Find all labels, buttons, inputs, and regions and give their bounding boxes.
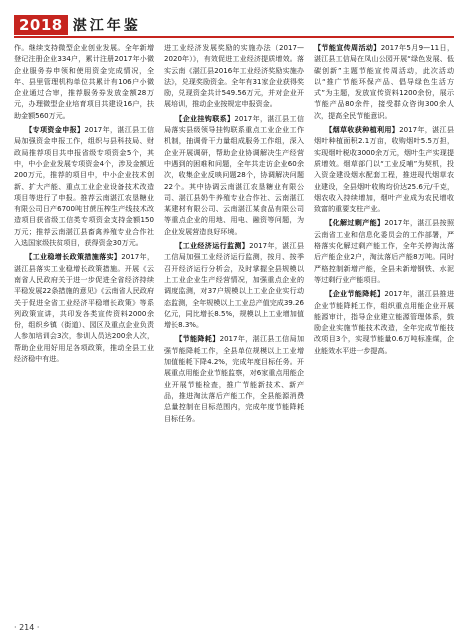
section-paragraph (314, 124, 454, 214)
column-3 (314, 42, 454, 616)
section-heading: 【节能宣传周活动】 (314, 43, 381, 52)
section-heading: 【化解过剩产能】 (325, 218, 385, 228)
section-heading: 【节能降耗】 (175, 334, 220, 344)
paragraph: 作。继续支持微型企业创业发展。全年新增登记注册企业334户，累计注册2017年小微企业服务券申领和使用资金完成情况，全年、县里管理机构单位共累计有106户小微企业通过合审，推荐服务券发放金额28万元，办理微型企业培育项目共建设16户，扶助金额560万元。 (14, 43, 154, 120)
column-2 (164, 42, 304, 616)
yearbook-title: 湛江年鉴 (72, 18, 141, 34)
section-text: 2017年，湛江县按照云南省工业和信息化委员会的工作部署，严格落实化解过剩产能工作，全年关停淘汰落后产能企业2户，淘汰落后产能8万吨。同时严格控制新增产能，全县未新增钢铁、水泥等过剩行业产能项目。 (314, 218, 454, 284)
section-paragraph (164, 240, 304, 330)
section-text: 2017年5月9—11日，湛江县工信局在凤山公园开展“绿色发展、低碳创新”主题节能宣传周活动，此次活动以“推广节能环保产品、倡导绿色生活方式”为主题，发放宣传资料1200余份，展示节能产品80余件，接受群众咨询300余人次，提高全民节能意识。 (314, 43, 454, 120)
section-text: 2017年，湛江县工信局加强工业经济运行监测，按月、按季召开经济运行分析会，及时掌握全县规模以上工业企业生产经营情况，加强重点企业的调度监测，对37户规模以上工业企业实行动态监测，全年规模以上工业总产值完成39.26亿元，同比增长8.5%，规模以上工业增加值增长8.3%。 (164, 241, 304, 330)
section-paragraph (14, 124, 154, 248)
page-number: · 214 · (14, 623, 40, 632)
section-heading: 【专项资金申报】 (25, 125, 85, 135)
section-paragraph (14, 251, 154, 364)
section-paragraph (164, 113, 304, 237)
paragraph: 进工业经济发展奖励的实施办法（2017—2020年）》，有效促进工业经济提质增效。落实云南《湛江县2016年工业经济奖励实施办法》，兑现奖励资金。全年有31家企业获得奖励，兑现资金共计549.56万元，并对企业开展培训，推动企业按规定申报资金。 (164, 43, 304, 109)
year-badge: 2018 (14, 15, 68, 35)
section-text: 2017年，湛江县推进企业节能降耗工作，组织重点用能企业开展能源审计，指导企业建立能源管理体系，鼓励企业实施节能技术改造，全年完成节能技改项目3个，实现节能量0.6万吨标准煤，企业能效水平进一步提高。 (314, 289, 454, 355)
section-heading: 【工业稳增长政策措施落实】 (25, 252, 122, 262)
page-header (14, 14, 141, 36)
section-paragraph (314, 42, 454, 121)
section-paragraph (314, 217, 454, 285)
section-text: 2017年，湛江县工信局加强节能降耗工作，全县单位规模以上工业增加值能耗下降4.2%，完成年度目标任务。开展重点用能企业节能监察，对6家重点用能企业开展节能检查，推广节能新技术、新产品，推进淘汰落后产能工作，全县能源消费总量控制在目标范围内，完成年度节能降耗目标任务。 (164, 334, 304, 423)
section-text: 2017年，湛江县工信局加强资金申报工作，组织与县科技局、财政局推荐项目共申报省级专项资金5个，其中，中小企业发展专项资金4个，涉及金额近200万元，推荐的项目中，中小企业技术创新、扩大产能、重点工业企业设备技术改造项目等进行了申报。推荐云南湛江农垦糖业有限公司日产6700吨甘蔗压榨生产线技术改造项目获省级工信类专项资金支持金额150万元；推荐云南湛江县畜禽养殖专业合作社入选国家级扶贫项目，获得资金30万元。 (14, 125, 154, 248)
section-heading: 【烟草收获种植利用】 (325, 125, 400, 135)
header-rule (14, 36, 454, 38)
article-body (14, 42, 454, 616)
column-1 (14, 42, 154, 616)
section-paragraph (164, 333, 304, 423)
section-heading: 【企业节能降耗】 (325, 289, 385, 299)
section-text: 2017年，湛江县工信局落实县级领导挂钩联系重点工业企业工作机制，抽调骨干力量组成服务工作组，深入企业开展调研，帮助企业协调解决生产经营中遇到的困难和问题，全年共走访企业60余次，收集企业反映问题28个，协调解决问题22个。其中协调云南湛江农垦糖业有限公司、湛江县奶牛养殖专业合作社、云南湛江某建材有限公司、云南湛江某食品有限公司等重点企业的用地、用电、融资等问题，为企业发展营造良好环境。 (164, 113, 304, 236)
section-paragraph (314, 288, 454, 356)
section-heading: 【工业经济运行监测】 (175, 241, 250, 251)
section-heading: 【企业挂钩联系】 (175, 113, 235, 123)
section-text: 2017年，湛江县烟叶种植面积2.1万亩，收购烟叶5.5万担，实现烟叶税收3000余万元，烟叶生产实现提质增效。烟草部门以“工业反哺”为契机，投入资金建设烟水配套工程，推进现代烟草农业建设，全县烟叶收购均价达25.6元/千克，烟农收入持续增加，烟叶产业成为农民增收致富的重要支柱产业。 (314, 125, 454, 214)
section-text: 2017年，湛江县落实工业稳增长政策措施。开展《云南省人民政府关于进一步促进全省经济持续平稳发展22条措施的意见》《云南省人民政府关于促进全省工业经济平稳增长政策》等系列政策宣讲，共印发各类宣传资料2000余份，组织乡镇（街道）、园区及重点企业负责人参加培训会3次，参训人员达200余人次，帮助企业用好用足各项政策，推动全县工业经济稳中有进。 (14, 252, 154, 364)
